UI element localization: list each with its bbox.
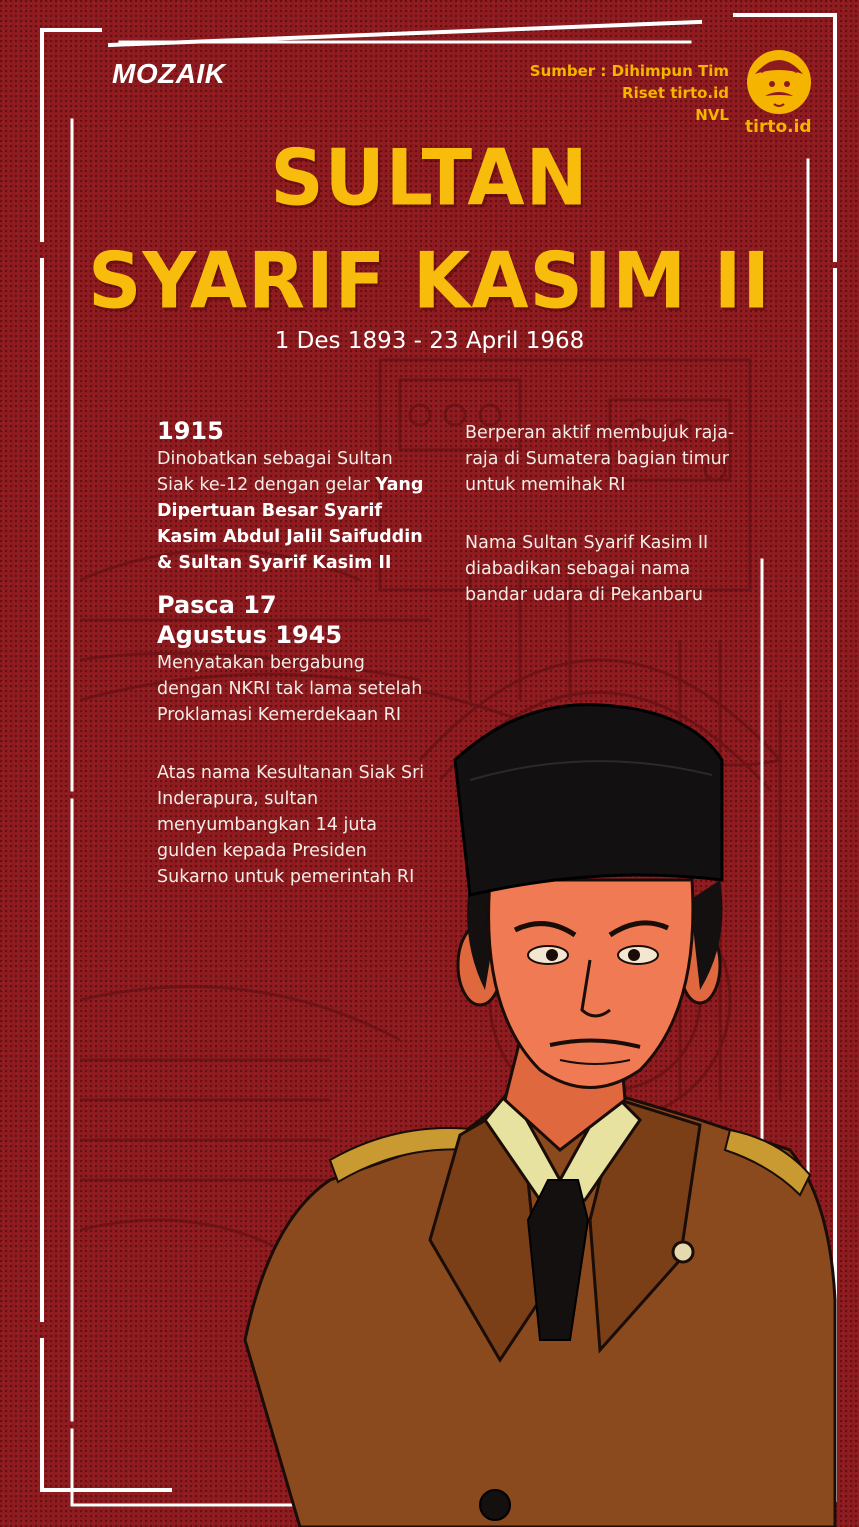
entry-1915-text [157,446,427,576]
entry-role-text: Berperan aktif membujuk raja-raja di Sumatera bagian timur untuk memihak RI [465,423,735,495]
source-credit-line: Sumber : Dihimpun Tim [529,62,729,80]
year-heading-1945-line: Pasca 17 [157,591,277,619]
year-heading-1945 [157,590,427,650]
timeline-right-column [465,420,735,608]
entry-airport-text: Nama Sultan Syarif Kasim II diabadikan sebagai nama bandar udara di Pekanbaru [465,533,709,605]
source-credits [530,60,729,126]
entry-donation-text: Atas nama Kesultanan Siak Sri Inderapura, sultan menyumbangkan 14 juta gulden kepada Presiden Sukarno untuk pemerintah RI [157,763,425,887]
entry-1915-title: Yang Dipertuan Besar Syarif Kasim Abdul Jalil Saifuddin & Sultan Syarif Kasim II [157,475,424,573]
year-heading-1945-line: Agustus 1945 [157,621,343,649]
turbaned-mascot-icon [741,44,821,124]
illustrator-initials: NVL [695,106,729,124]
mozaik-brand-label: MOZAIK [112,58,226,89]
page-title-line-2: SYARIF KASIM II [88,235,771,327]
timeline-left-column [157,416,427,890]
source-credit-line: Riset tirto.id [622,84,729,102]
entry-1945-text: Menyatakan bergabung dengan NKRI tak lama setelah Proklamasi Kemerdekaan RI [157,653,423,725]
page-title-line-1: SULTAN [270,132,589,224]
entry-1915-plain: Dinobatkan sebagai Sultan Siak ke-12 dengan gelar [157,449,393,495]
tirto-wordmark: tirto.id [745,117,812,137]
year-heading-1915: 1915 [157,417,224,445]
lifespan-dates: 1 Des 1893 - 23 April 1968 [274,328,585,354]
